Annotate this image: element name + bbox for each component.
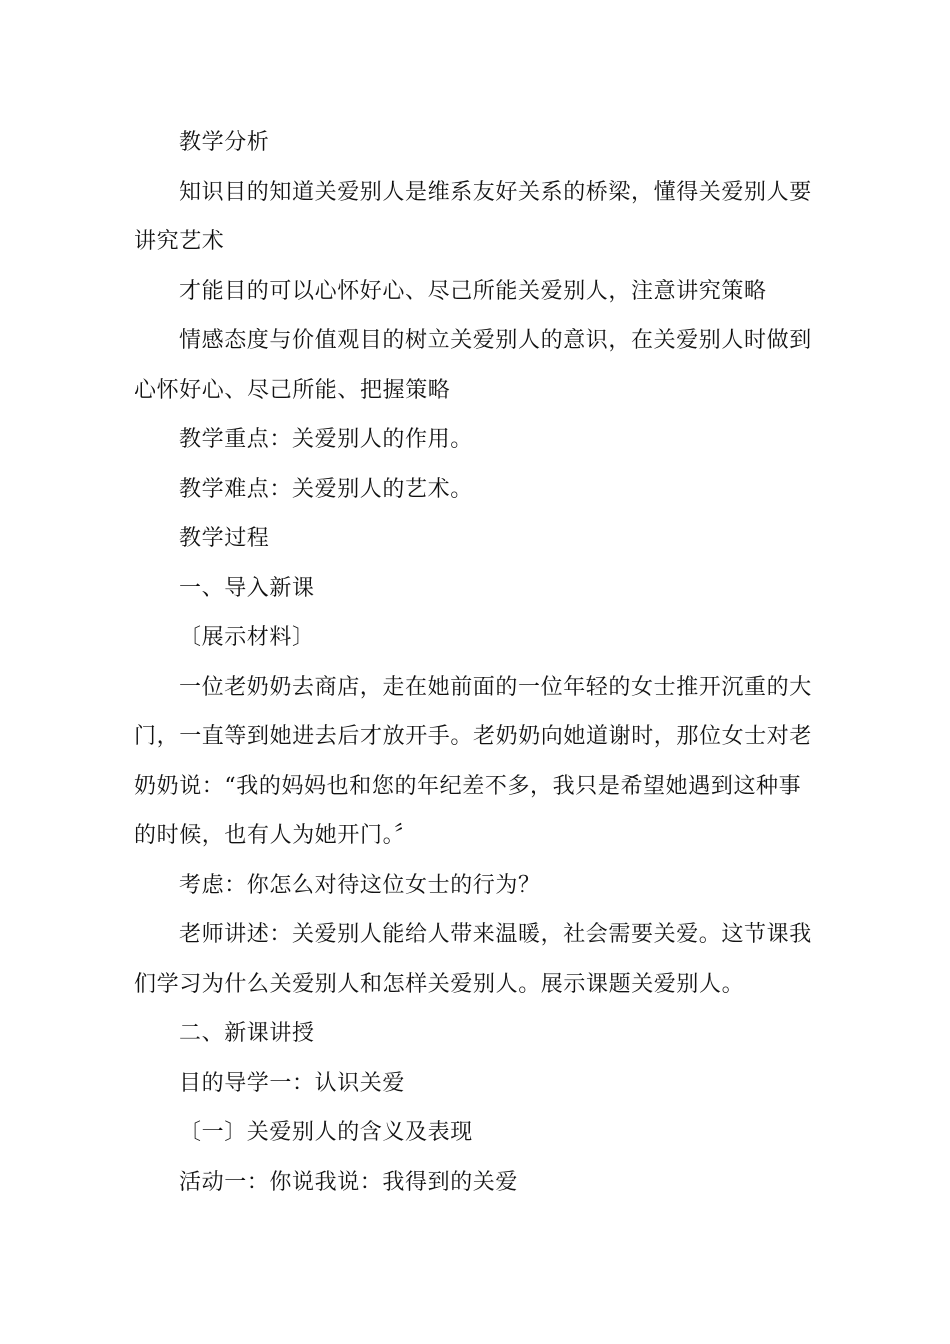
paragraph-knowledge-goal: 知识目的知道关爱别人是维系友好关系的桥梁，懂得关爱别人要讲究艺术 (134, 179, 812, 254)
paragraph-key-point: 教学重点：关爱别人的作用。 (179, 427, 473, 452)
paragraph-teacher-narration: 老师讲述：关爱别人能给人带来温暖，社会需要关爱。这节课我们学习为什么关爱别人和怎样关爱别人。展示课题关爱别人。 (134, 922, 812, 997)
paragraph-ability-goal: 才能目的可以心怀好心、尽己所能关爱别人，注意讲究策略 (179, 278, 767, 304)
paragraph-meaning-and-expression: 〔一〕关爱别人的含义及表现 (179, 1120, 473, 1145)
paragraph-activity-one: 活动一：你说我说：我得到的关爱 (179, 1169, 519, 1195)
paragraph-show-material: 〔展示材料〕 (179, 625, 315, 650)
subheading-new-lesson: 二、新课讲授 (179, 1021, 315, 1046)
paragraph-difficult-point: 教学难点：关爱别人的艺术。 (179, 476, 473, 502)
document-body (134, 118, 814, 1207)
paragraph-emotion-goal: 情感态度与价值观目的树立关爱别人的意识，在关爱别人时做到心怀好心、尽己所能、把握策略 (134, 328, 812, 403)
paragraph-story: 一位老奶奶去商店，走在她前面的一位年轻的女士推开沉重的大门，一直等到她进去后才放开手。老奶奶向她道谢时，那位女士对老奶奶说：“我的妈妈也和您的年纪差不多，我只是希望她遇到这种事的时候，也有人为她开门。〞 (134, 674, 813, 848)
subheading-intro-lesson: 一、导入新课 (179, 575, 315, 601)
section-heading-teaching-process: 教学过程 (179, 526, 270, 551)
paragraph-goal-guide-one: 目的导学一：认识关爱 (179, 1070, 406, 1096)
paragraph-question: 考虑：你怎么对待这位女士的行为？ (179, 872, 541, 898)
section-heading-teaching-analysis: 教学分析 (179, 130, 270, 155)
